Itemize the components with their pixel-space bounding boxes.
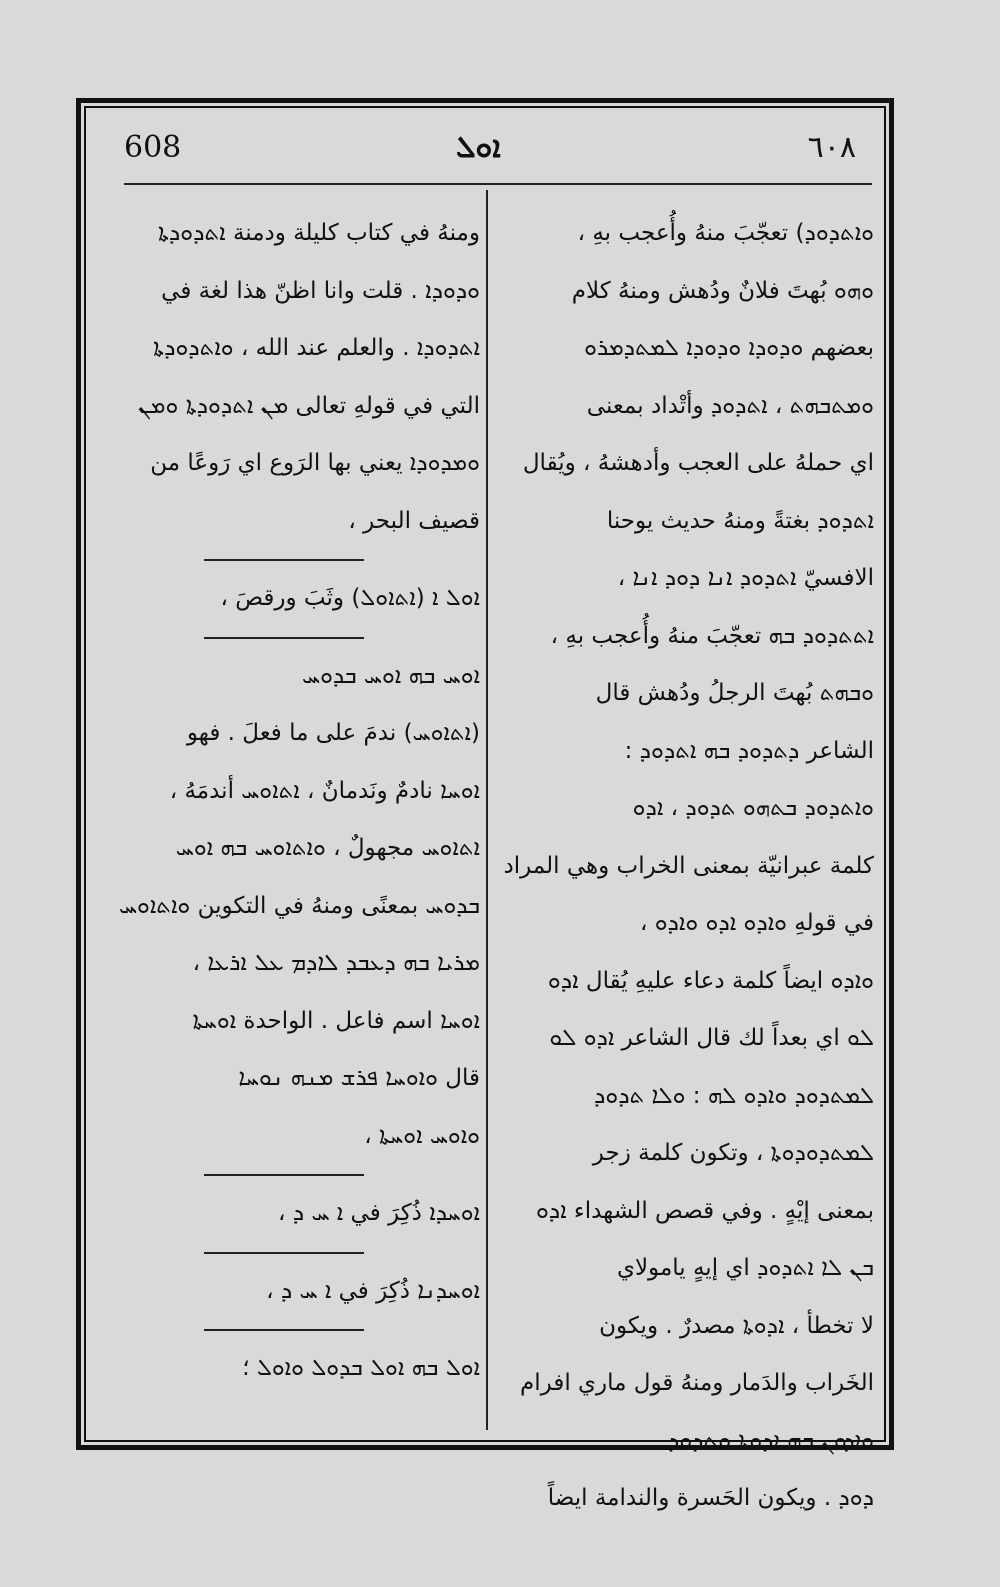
text-line: الشاعر ܕܬܕܘܕ ܒܗ ܐܬܕܘܕ :	[624, 737, 874, 764]
text-line: ܘܒܗܬ بُهتَ الرجلُ ودُهش قال	[595, 680, 874, 706]
text-line: بعضهم ܘܕܘܕܐ ܘܕܘܕܐ ܠܡܬܕܡܪܘ	[584, 335, 874, 361]
entry-separator	[96, 1165, 480, 1185]
entry-separator	[96, 550, 480, 570]
text-line: ܠܡܬܕܘܕܘܬܐ ، وتكون كلمة زجر	[592, 1140, 874, 1166]
text-line: الافسيّ ܐܬܕܘܕ ܐܢܐ ܕܘܕ ܐܢܐ ،	[617, 565, 874, 591]
text-line: ܐܘܚܐ نادمٌ ونَدمانٌ ، ܐܬܐܘܚ أندمَهُ ،	[169, 777, 480, 804]
text-line: ܐܘܚ ܒܗ ܐܘܚ ܒܕܘܚ	[302, 662, 480, 689]
page-header	[84, 130, 886, 174]
text-line: ܐܘܚܕܐ ذُكِرَ في ܐ ܚ ܕ ،	[278, 1200, 480, 1226]
text-line: ܘܡܬܒܗܬ ، ܐܬܕܘܕ وأتْداد بمعنى	[586, 392, 874, 419]
page-number-latin: 608	[124, 130, 182, 165]
text-line: ܘܐܕܘ ايضاً كلمة دعاء عليهِ يُقال ܐܕܘ	[547, 967, 874, 994]
text-line: ܘܗܘ بُهتَ فلانٌ ودُهش ومنهُ كلام	[571, 277, 874, 304]
entry-separator	[96, 1243, 480, 1263]
text-line: ܘܐܕܘܢ ܒܗ ܐܕܘܬܐ ܘܬܕܘܕ	[667, 1427, 874, 1454]
text-line: التي في قولهِ تعالى ܡܢ ܐܬܕܘܕܬܐ ܘܡܢ	[138, 392, 480, 419]
text-line: ܘܐܬܕܘܕ) تعجّبَ منهُ وأُعجب بهِ ،	[577, 220, 874, 246]
text-line: ܘܐܬܕܘܕ ܒܬܗܘ ܬܕܘܕ ، ܐܕܘ	[632, 795, 874, 821]
text-line: كلمة عبرانيّة بمعنى الخراب وهي المراد	[503, 852, 874, 879]
text-line: لا تخطأ ، ܐܕܘܬܐ مصدرٌ . ويكون	[599, 1312, 874, 1339]
text-line: ܐܘܠ ܒܗ ܐܘܠ ܒܕܘܠ ܘܐܘܠ ؛	[242, 1355, 480, 1381]
page-number-arabic: ٦٠٨	[807, 130, 856, 165]
right-column	[494, 205, 874, 1528]
text-line: ܘܡܕܘܕܐ يعني بها الرَوع اي رَوعًا من	[150, 450, 480, 476]
text-line: بمعنى إيْهٍ . وفي قصص الشهداء ܐܕܘ	[535, 1197, 874, 1224]
text-line: ومنهُ في كتاب كليلة ودمنة ܐܬܕܘܕܬܐ	[157, 220, 480, 246]
text-line: الخَراب والدَمار ومنهُ قول ماري افرام	[520, 1370, 874, 1396]
text-line: ܐܘܚܕܢܐ ذُكِرَ في ܐ ܚ ܕ ،	[266, 1277, 480, 1304]
running-head: ܐܘܠ	[456, 130, 501, 165]
text-line: ܠܘ اي بعداً لك قال الشاعر ܐܕܘ ܠܘ	[549, 1025, 874, 1051]
entry-separator	[96, 628, 480, 648]
text-line: ܐܬܬܕܘܕ ܒܗ تعجّبَ منهُ وأُعجب بهِ ،	[550, 622, 874, 649]
text-line: ܡܪܝܐ ܒܗ ܕܥܒܕ ܠܐܕܡ ܥܠ ܐܪܥܐ ،	[192, 950, 480, 976]
text-line: ܒܢ ܠܐ ܐܬܕܘܕ اي إيهٍ يامولاي	[616, 1255, 874, 1281]
text-line: (ܐܬܐܘܚ) ندمَ على ما فعلَ . فهو	[186, 720, 480, 746]
text-line: ܐܬܕܘܕ بغتةً ومنهُ حديث يوحنا	[606, 507, 874, 534]
text-line: قال ܘܐܘܚܐ ܦܪܫ ܡܢܗ ܢܘܚܐ	[238, 1065, 480, 1091]
text-line: ܕܘܕ . ويكون الحَسرة والندامة ايضاً	[547, 1485, 874, 1511]
text-line: ܘܕܘܕܐ . قلت وانا اظنّ هذا لغة في	[161, 277, 480, 304]
text-line: ܐܬܐܘܚ مجهولٌ ، ܘܐܬܐܘܚ ܒܗ ܐܘܚ	[175, 835, 480, 861]
text-line: ܘܐܘܚ ܐܘܚܬܐ ،	[364, 1122, 480, 1149]
text-line: ܐܬܕܘܕܐ . والعلم عند الله ، ܘܐܬܕܘܕܬܐ	[153, 335, 480, 361]
header-rule	[124, 183, 872, 185]
entry-separator	[96, 1320, 480, 1340]
text-line: قصيف البحر ،	[348, 507, 480, 534]
text-line: ܐܘܚܐ اسم فاعل . الواحدة ܐܘܚܬܐ	[192, 1007, 480, 1034]
text-line: اي حملهُ على العجب وأدهشهُ ، ويُقال	[522, 450, 874, 476]
text-line: ܒܕܘܚ بمعنًى ومنهُ في التكوين ܘܐܬܐܘܚ	[118, 892, 480, 919]
text-line: ܠܡܬܕܘܕ ܘܐܕܘ ܠܗ : ܘܠܐ ܬܕܘܕ	[594, 1082, 874, 1109]
text-line: في قولهِ ܘܐܕܘ ܐܕܘ ܘܐܕܘ ،	[639, 910, 874, 936]
column-divider	[486, 190, 488, 1430]
text-line: ܐܘܠ ܐ (ܐܬܐܘܠ) وثَبَ ورقصَ ،	[220, 585, 480, 611]
left-column	[96, 205, 480, 1398]
